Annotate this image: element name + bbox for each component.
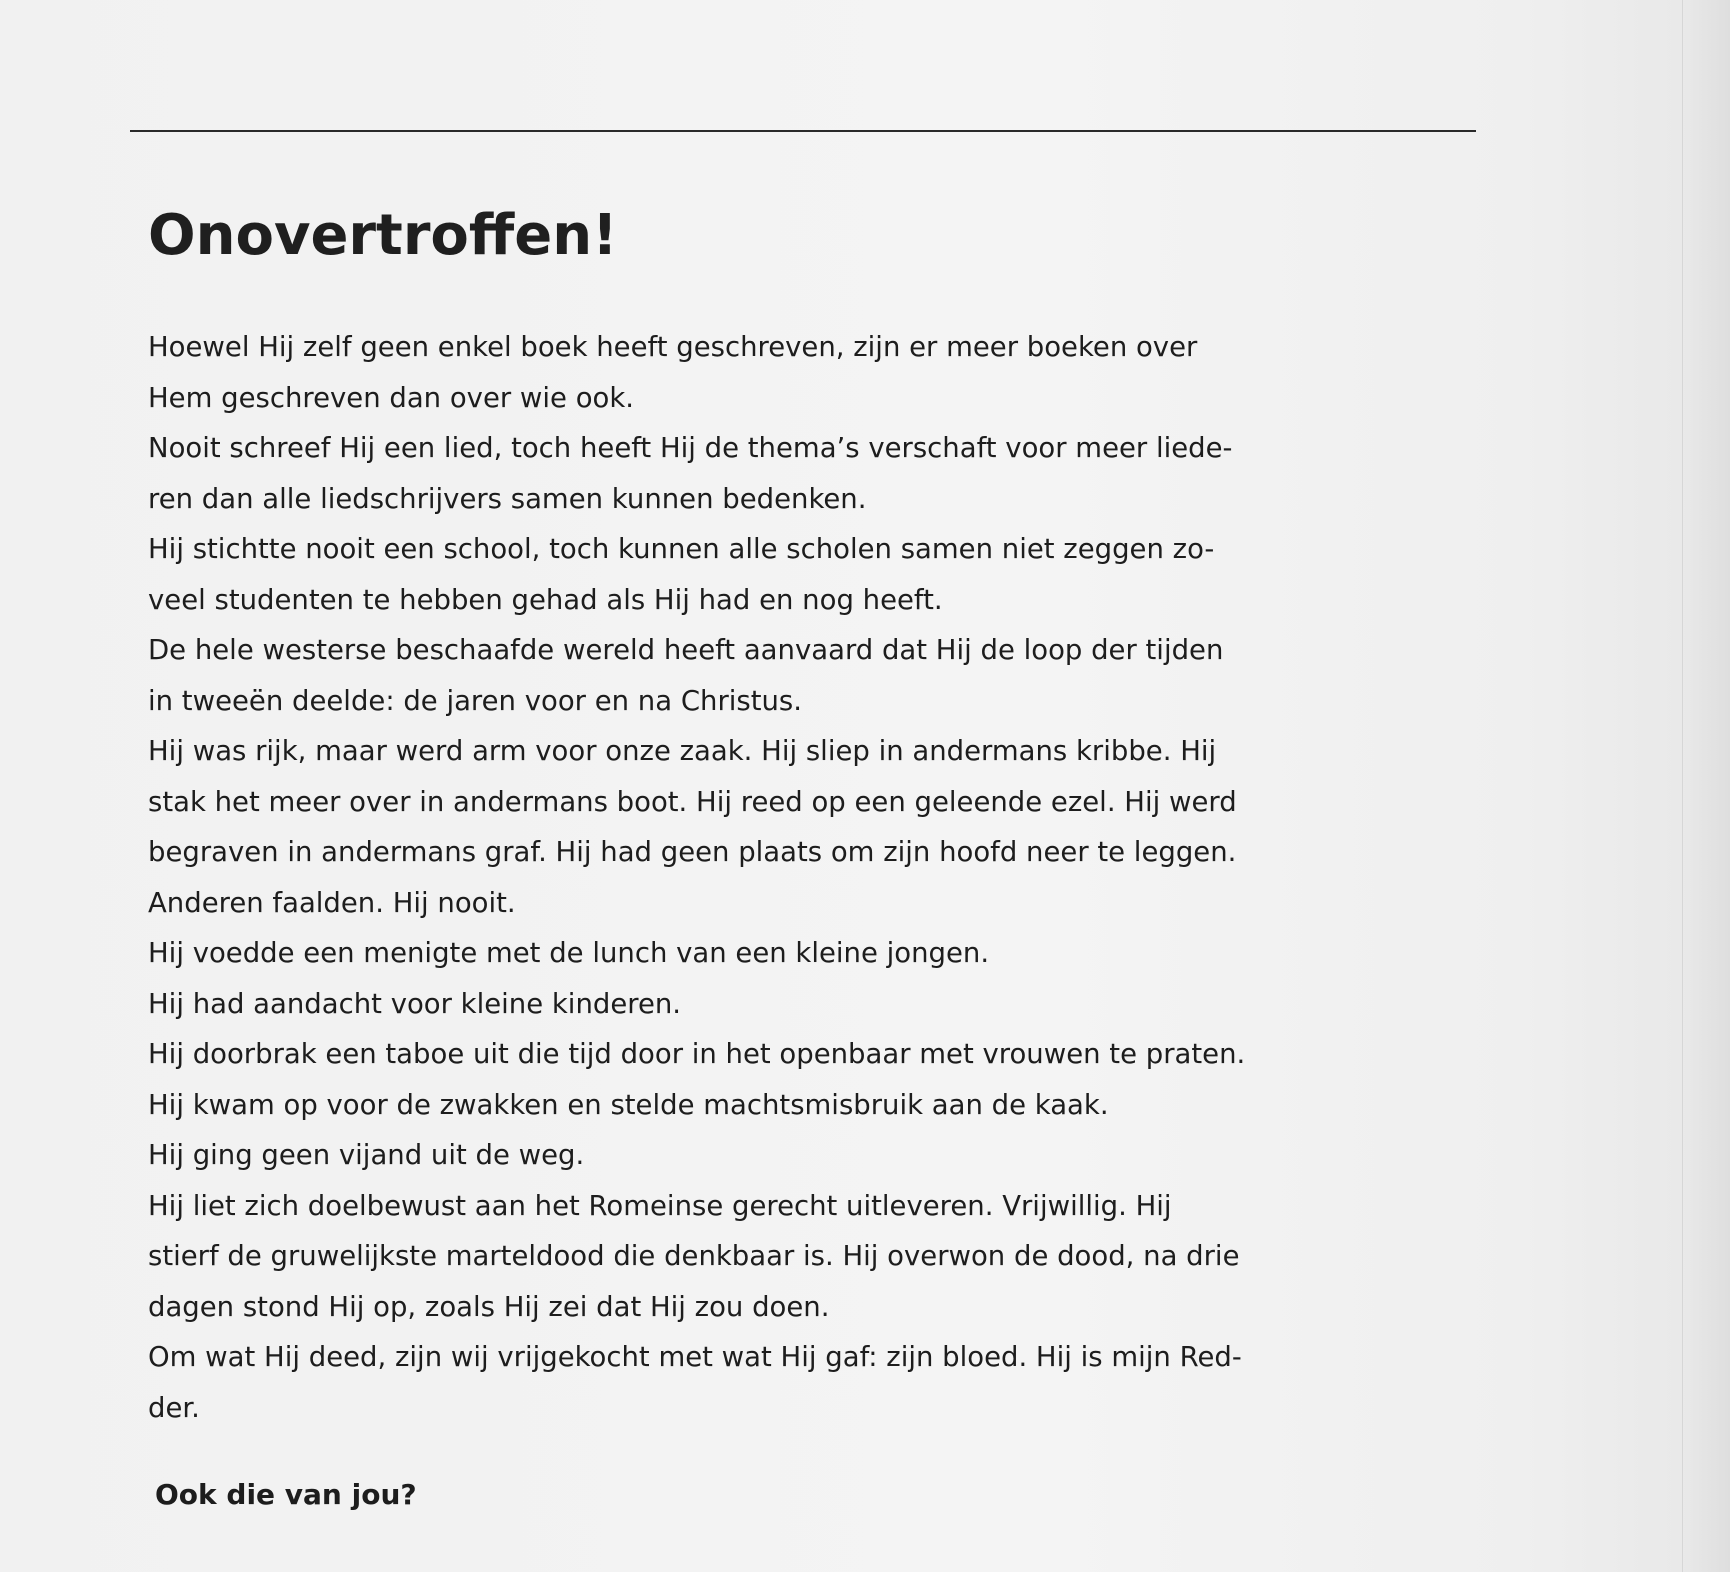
text-line: Anderen faalden. Hij nooit. xyxy=(148,886,516,919)
text-line: Nooit schreef Hij een lied, toch heeft Hij de thema’s verschaft voor meer liede- xyxy=(148,432,1233,464)
text-line: Hem geschreven dan over wie ook. xyxy=(148,381,635,414)
page-edge xyxy=(1682,0,1730,1572)
text-line: Hij liet zich doelbewust aan het Romeinse gerecht uitleveren. Vrijwillig. Hij xyxy=(148,1189,1172,1222)
page-title: Onovertroffen! xyxy=(148,203,618,268)
text-line: der. xyxy=(148,1391,200,1424)
text-line: begraven in andermans graf. Hij had geen plaats om zijn hoofd neer te leggen. xyxy=(148,836,1237,868)
text-line: Hij voedde een menigte met de lunch van een kleine jongen. xyxy=(148,937,990,969)
closing-question: Ook die van jou? xyxy=(155,1478,417,1511)
body-text xyxy=(148,322,1478,1433)
text-line: dagen stond Hij op, zoals Hij zei dat Hij zou doen. xyxy=(148,1290,830,1323)
text-line: Hij had aandacht voor kleine kinderen. xyxy=(148,987,682,1020)
text-line: in tweeën deelde: de jaren voor en na Christus. xyxy=(148,684,802,717)
text-line: stierf de gruwelijkste marteldood die denkbaar is. Hij overwon de dood, na drie xyxy=(148,1240,1240,1272)
text-line: Hij was rijk, maar werd arm voor onze zaak. Hij sliep in andermans kribbe. Hij xyxy=(148,735,1217,767)
text-line: veel studenten te hebben gehad als Hij had en nog heeft. xyxy=(148,583,943,616)
top-rule xyxy=(130,130,1476,132)
text-line: Hij doorbrak een taboe uit die tijd door in het openbaar met vrouwen te praten. xyxy=(148,1038,1246,1070)
text-line: Om wat Hij deed, zijn wij vrijgekocht met wat Hij gaf: zijn bloed. Hij is mijn Red- xyxy=(148,1341,1242,1373)
text-line: Hij kwam op voor de zwakken en stelde machtsmisbruik aan de kaak. xyxy=(148,1088,1109,1121)
text-line: Hoewel Hij zelf geen enkel boek heeft geschreven, zijn er meer boeken over xyxy=(148,331,1198,363)
text-line: Hij stichtte nooit een school, toch kunnen alle scholen samen niet zeggen zo- xyxy=(148,533,1215,565)
text-line: stak het meer over in andermans boot. Hij reed op een geleende ezel. Hij werd xyxy=(148,785,1237,818)
text-line: ren dan alle liedschrijvers samen kunnen bedenken. xyxy=(148,482,867,515)
text-line: Hij ging geen vijand uit de weg. xyxy=(148,1139,585,1171)
text-line: De hele westerse beschaafde wereld heeft aanvaard dat Hij de loop der tijden xyxy=(148,634,1224,666)
